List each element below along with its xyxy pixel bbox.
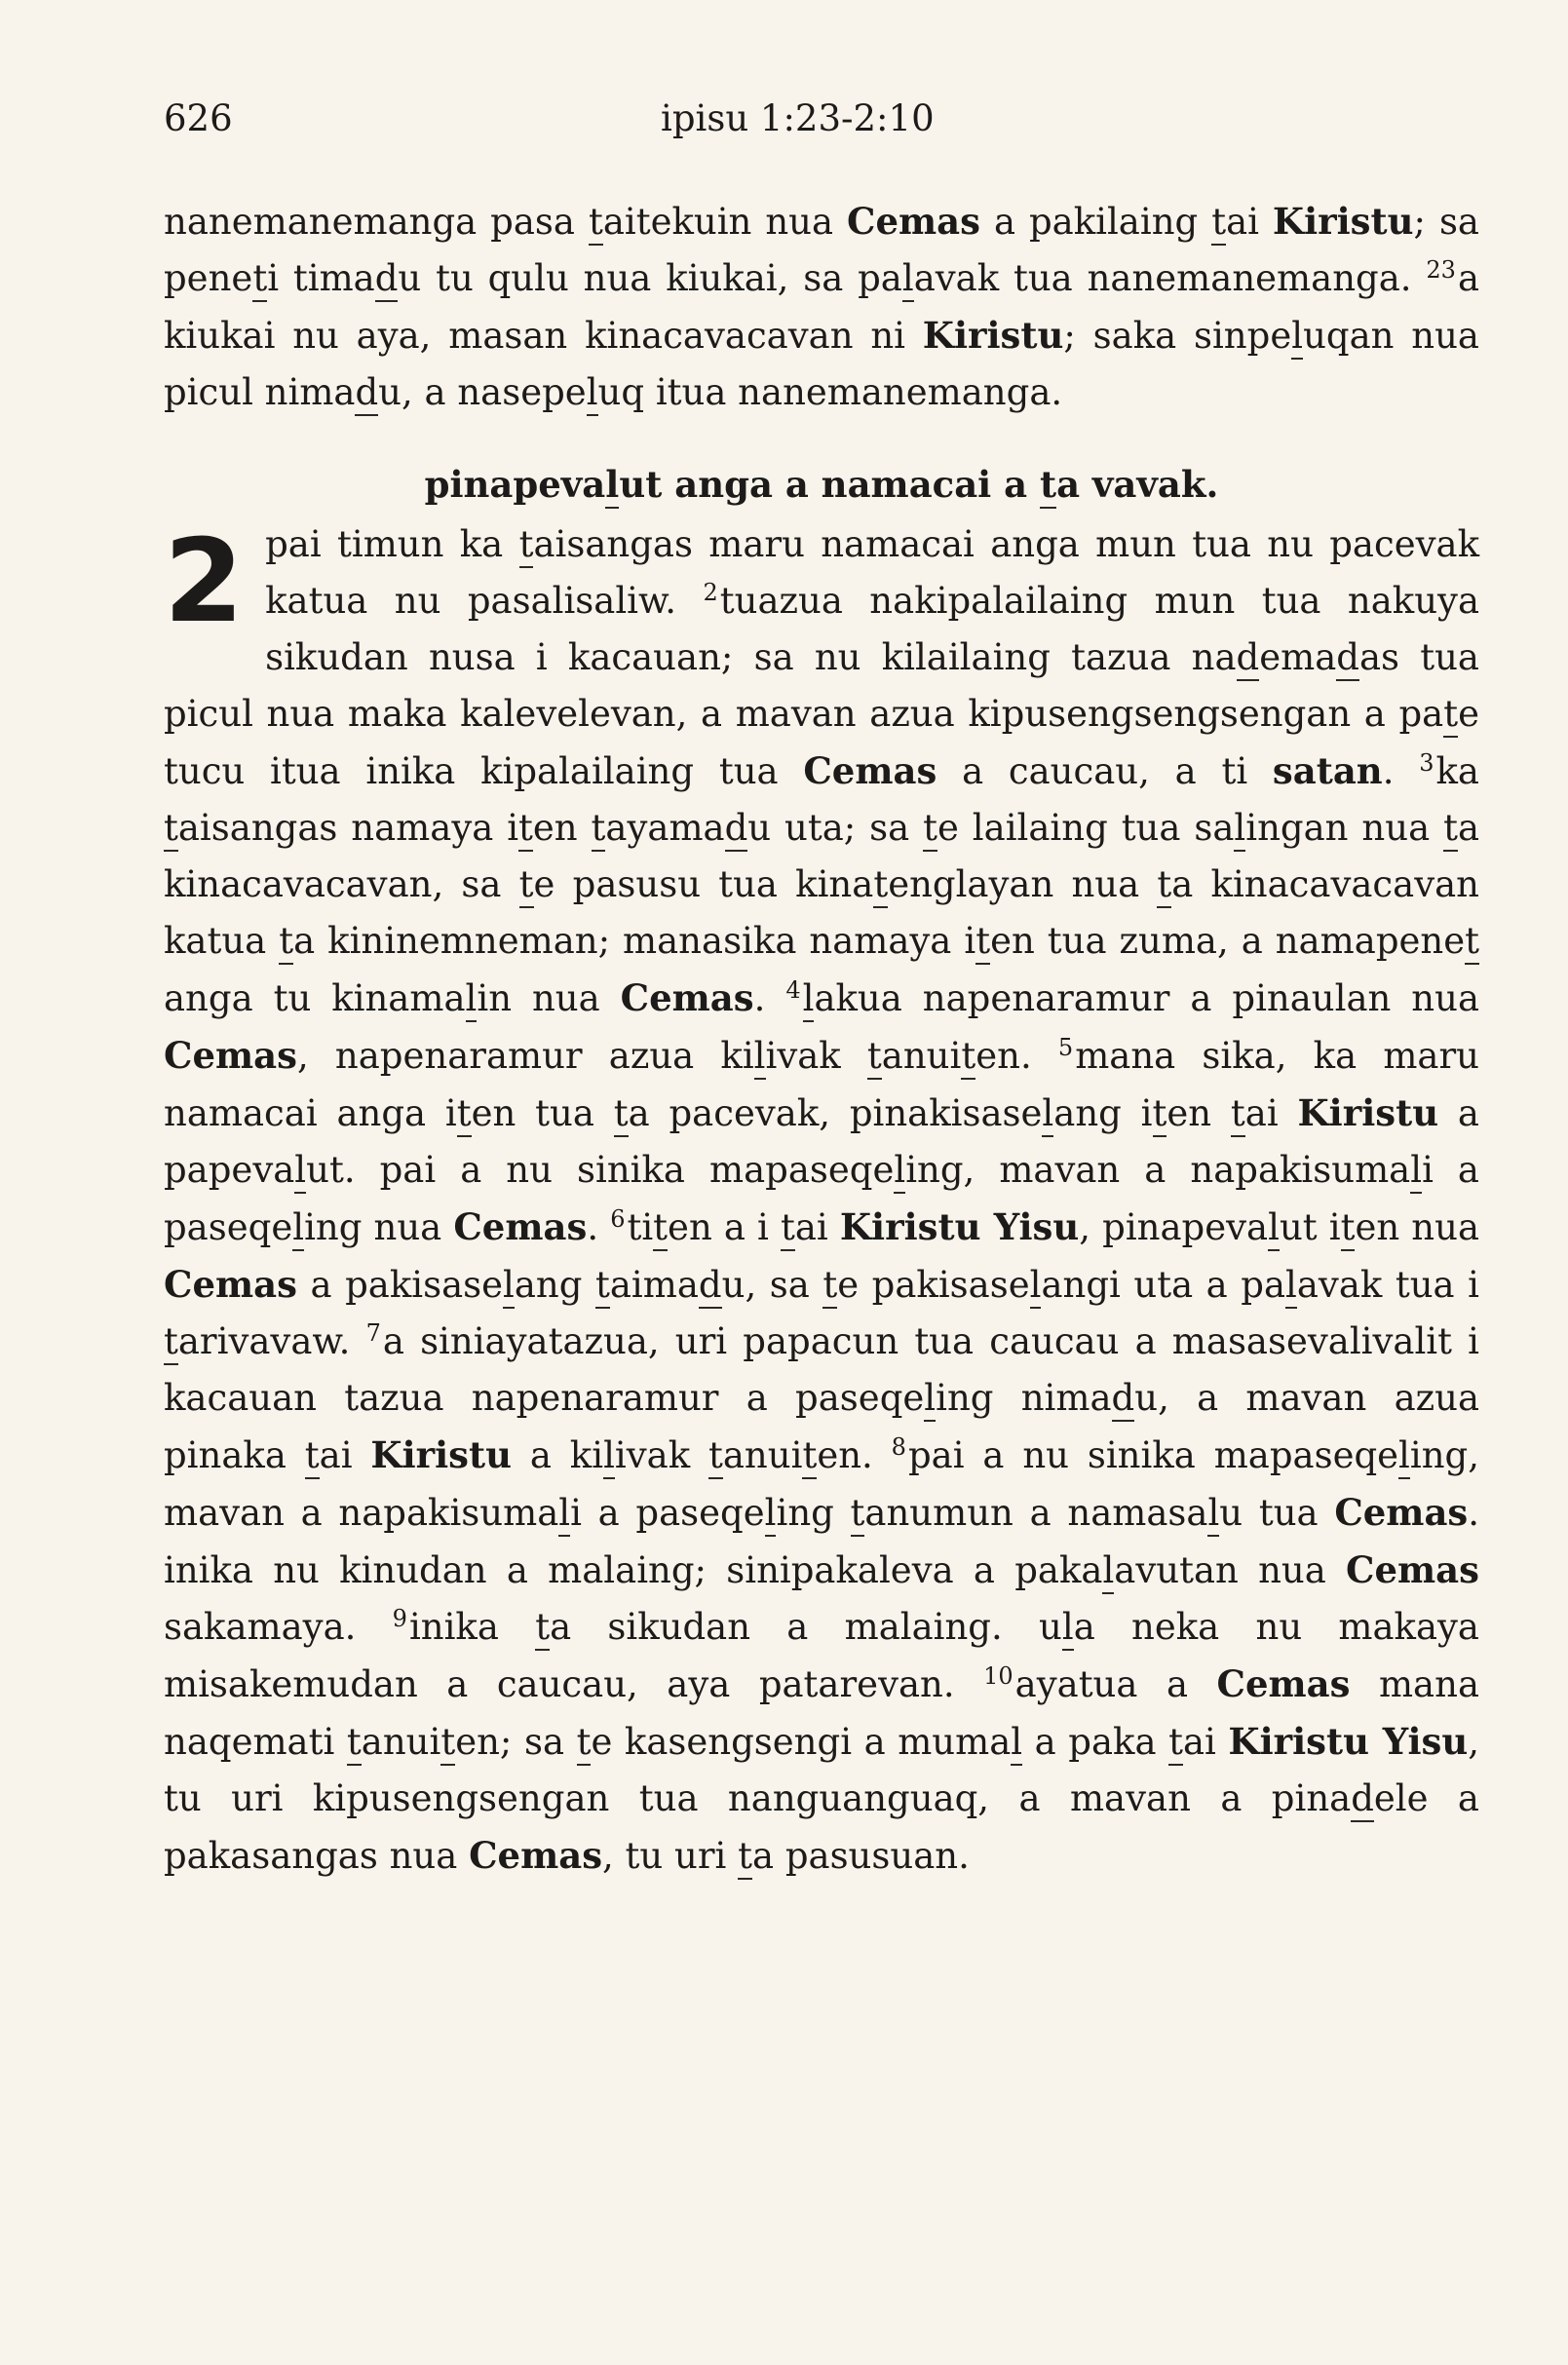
underlined-letter: t [252, 257, 267, 302]
text-run: arivavaw. [177, 1320, 366, 1362]
text-run: tuazua nakipalailaing mun tua nakuya sikudan nusa i kacauan; sa nu kilailaing tazua na [265, 580, 1479, 678]
text-run: ayama [605, 807, 725, 849]
text-run: en. [975, 1035, 1058, 1077]
text-run: ai [1244, 1092, 1298, 1134]
text-run: uq itua nanemanemanga. [597, 371, 1063, 413]
underlined-letter: t [738, 1835, 752, 1880]
underlined-letter: d [375, 257, 399, 302]
text-run: a caucau, a ti [937, 750, 1273, 792]
text-run: ivak [765, 1035, 867, 1077]
bold-term: Cemas [803, 749, 937, 792]
underlined-letter: t [1341, 1206, 1356, 1251]
text-run: e pasusu tua kina [533, 863, 874, 905]
text-run: as tua picul nua maka kalevelevan, a mavan azua kipusengsengsengan a pa [164, 636, 1479, 735]
verse-number: 2 [703, 578, 718, 606]
bold-term: Cemas [164, 1034, 297, 1077]
text-run: i a paseqe [570, 1492, 765, 1534]
text-run: , tu uri kipusengsengan tua nanguanguaq, a mavan a pina [164, 1721, 1480, 1819]
text-run: a papeva [164, 1092, 1479, 1191]
underlined-letter: t [164, 1320, 178, 1365]
text-run: u uta; sa [747, 807, 924, 849]
underlined-letter: l [1291, 315, 1303, 360]
underlined-letter: t [347, 1721, 362, 1766]
underlined-letter: t [592, 807, 606, 852]
chapter-number: 2 [164, 514, 245, 648]
verse-number: 8 [891, 1432, 906, 1461]
text-run: ing nua [304, 1206, 454, 1248]
underlined-letter: d [725, 807, 748, 852]
text-run: a vavak. [1056, 463, 1219, 506]
text-run: u, sa [721, 1264, 823, 1306]
text-run: nanemanemanga pasa [164, 201, 589, 243]
bold-term: Kiristu Yisu [839, 1205, 1080, 1248]
text-run: ing nima [936, 1377, 1112, 1419]
underlined-letter: l [765, 1492, 777, 1537]
underlined-letter: t [519, 523, 534, 568]
text-run: a kinacavacavan katua [164, 863, 1479, 962]
text-run: , pinapeva [1079, 1206, 1269, 1248]
text-run: a kinacavacavan, sa [164, 807, 1479, 905]
text-run: e lailaing tua sa [937, 807, 1235, 849]
underlined-letter: t [518, 807, 533, 852]
bold-term: Cemas [1346, 1548, 1479, 1591]
underlined-letter: t [1157, 863, 1171, 908]
underlined-letter: d [1351, 1777, 1374, 1822]
underlined-letter: t [595, 1264, 610, 1309]
text-run: en; sa [455, 1721, 577, 1763]
page-number: 626 [164, 97, 233, 139]
text-run: ; sa pene [164, 201, 1479, 299]
text-run: a pakisase [296, 1264, 504, 1306]
text-run: mana sika, ka maru namacai anga i [164, 1035, 1479, 1134]
underlined-letter: d [355, 371, 378, 416]
verse-number: 4 [785, 975, 801, 1004]
text-run: ivak [614, 1434, 708, 1476]
underlined-letter: t [708, 1434, 723, 1479]
bold-term: Cemas [1216, 1662, 1351, 1705]
text-run: anga tu kinama [164, 977, 466, 1019]
text-run: e pakisase [837, 1264, 1030, 1306]
text-run: ; saka sinpe [1063, 315, 1292, 357]
underlined-letter: l [1410, 1149, 1422, 1194]
text-run: pinapeva [424, 463, 606, 506]
text-run: u tu qulu nua kiukai, sa pa [398, 257, 902, 299]
text-run: . [587, 1206, 611, 1248]
verse-number: 7 [365, 1318, 381, 1347]
underlined-letter: d [1237, 636, 1260, 681]
text-run: a siniayatazua, uri papacun tua caucau a masasevalivalit i kacauan tazua napenaramur a paseqe [164, 1320, 1479, 1419]
text-run: en tua zuma, a namapene [990, 920, 1466, 962]
bold-term: satan [1272, 749, 1383, 792]
underlined-letter: t [519, 863, 534, 908]
underlined-letter: t [614, 1092, 629, 1137]
underlined-letter: l [292, 1206, 304, 1251]
underlined-letter: t [653, 1206, 668, 1251]
underlined-letter: l [1285, 1264, 1297, 1309]
bold-term: Kiristu [922, 314, 1064, 357]
text-run: ut anga a namacai a [619, 463, 1040, 506]
underlined-letter: t [873, 863, 888, 908]
underlined-letter: l [603, 1434, 615, 1479]
underlined-letter: l [1011, 1721, 1022, 1766]
text-run: a pasusuan. [752, 1835, 970, 1877]
underlined-letter: t [577, 1721, 592, 1766]
text-run: ti [627, 1206, 654, 1248]
text-run: ai [319, 1434, 371, 1476]
text-run: aisangas namaya i [177, 807, 519, 849]
text-run: , napenaramur azua ki [296, 1035, 754, 1077]
text-run: ka [1435, 750, 1479, 792]
underlined-letter: l [294, 1149, 306, 1194]
running-head: ipisu 1:23-2:10 [661, 97, 935, 139]
text-run: ema [1259, 636, 1337, 678]
underlined-letter: t [1443, 807, 1458, 852]
bold-term: Cemas [847, 200, 980, 243]
underlined-letter: t [164, 807, 178, 852]
text-run: anui [722, 1434, 803, 1476]
underlined-letter: l [902, 257, 914, 302]
body-text [164, 193, 1479, 1885]
underlined-letter: t [802, 1434, 817, 1479]
text-run: aisangas maru namacai anga mun tua nu pacevak katua nu pasalisaliw. [265, 523, 1479, 622]
text-run: in nua [477, 977, 621, 1019]
text-run: u, a mavan azua pinaka [164, 1377, 1480, 1476]
text-run: sakamaya. [164, 1606, 393, 1648]
text-run: angi uta a pa [1041, 1264, 1286, 1306]
text-run: ele a pakasangas nua [164, 1777, 1479, 1877]
underlined-letter: t [1443, 693, 1458, 738]
section-heading [164, 456, 1479, 513]
text-run: inika [408, 1606, 536, 1648]
underlined-letter: l [466, 977, 478, 1022]
underlined-letter: l [754, 1035, 766, 1080]
bold-term: Kiristu [370, 1433, 512, 1476]
text-run: avak tua i [1296, 1264, 1479, 1306]
bold-term: Cemas [620, 976, 754, 1019]
underlined-letter: t [589, 201, 603, 246]
underlined-letter: t [535, 1606, 550, 1651]
text-run: pai a nu sinika mapaseqe [907, 1434, 1399, 1476]
text-run: a sikudan a malaing. u [550, 1606, 1062, 1648]
bold-term: Cemas [469, 1834, 603, 1877]
text-run: . [1382, 750, 1420, 792]
bold-term: Cemas [453, 1205, 588, 1248]
verse-number: 3 [1419, 748, 1434, 777]
verse-number: 5 [1057, 1033, 1074, 1061]
text-run: pai timun ka [265, 523, 519, 565]
underlined-letter: t [279, 920, 293, 965]
underlined-letter: d [1336, 636, 1359, 681]
underlined-letter: l [503, 1264, 515, 1309]
text-run: en [532, 807, 592, 849]
underlined-letter: l [1062, 1606, 1074, 1651]
text-run: en a i [668, 1206, 781, 1248]
text-run: a paka [1022, 1721, 1169, 1763]
underlined-letter: l [558, 1492, 570, 1537]
text-run: ing [776, 1492, 851, 1534]
page-header [164, 90, 1479, 148]
underlined-letter: t [440, 1721, 455, 1766]
text-run: a neka nu makaya misakemudan a caucau, aya patarevan. [164, 1606, 1479, 1705]
text-run: anui [881, 1035, 962, 1077]
text-run: ai [794, 1206, 840, 1248]
text-run: a kininemneman; manasika namaya i [293, 920, 976, 962]
text-run: akua napenaramur a pinaulan nua [814, 977, 1480, 1019]
underlined-letter: d [1112, 1377, 1135, 1422]
text-run: en tua [471, 1092, 614, 1134]
text-run: mana naqemati [164, 1663, 1479, 1763]
underlined-letter: t [867, 1035, 882, 1080]
bold-term: Kiristu [1272, 200, 1414, 243]
underlined-letter: t [781, 1206, 795, 1251]
underlined-letter: l [894, 1149, 905, 1194]
text-run: ut. pai a nu sinika mapaseqe [306, 1149, 895, 1191]
text-run: a pakilaing [979, 201, 1212, 243]
text-run: a ki [512, 1434, 604, 1476]
bold-term: Cemas [164, 1263, 297, 1306]
underlined-letter: l [1268, 1206, 1280, 1251]
underlined-letter: l [1207, 1492, 1219, 1537]
underlined-letter: t [1153, 1092, 1167, 1137]
underlined-letter: l [1030, 1264, 1042, 1309]
text-run: , tu uri [602, 1835, 739, 1877]
underlined-letter: t [1040, 463, 1056, 509]
text-run: aima [609, 1264, 699, 1306]
text-run: uqan nua picul nima [164, 315, 1479, 413]
underlined-letter: l [1102, 1549, 1114, 1594]
text-run: ingan nua [1245, 807, 1444, 849]
text-run: i tima [267, 257, 375, 299]
text-run: avutan nua [1114, 1549, 1347, 1591]
bold-term: Cemas [1334, 1491, 1469, 1534]
text-run: . [753, 977, 786, 1019]
underlined-letter: t [851, 1492, 865, 1537]
underlined-letter: t [1231, 1092, 1245, 1137]
text-run: u tua [1219, 1492, 1335, 1534]
underlined-letter: t [961, 1035, 975, 1080]
text-run: englayan nua [888, 863, 1158, 905]
text-run: u, a nasepe [378, 371, 587, 413]
bold-term: Kiristu [1297, 1091, 1439, 1134]
text-run: aitekuin nua [602, 201, 848, 243]
underlined-letter: t [975, 920, 990, 965]
text-run: a kiukai nu aya, masan kinacavacavan ni [164, 257, 1479, 357]
underlined-letter: l [587, 371, 598, 416]
paragraph-1 [164, 193, 1479, 421]
verse-number: 10 [983, 1661, 1013, 1690]
text-run: en [1166, 1092, 1231, 1134]
paragraph-2 [164, 516, 1479, 1885]
bold-term: Kiristu Yisu [1228, 1720, 1469, 1763]
text-run: ut i [1279, 1206, 1341, 1248]
text-run: i a paseqe [164, 1149, 1479, 1248]
underlined-letter: t [305, 1434, 320, 1479]
text-run: a pacevak, pinakisase [628, 1092, 1043, 1134]
verse-number: 23 [1426, 255, 1456, 284]
text-run: ai [1182, 1721, 1229, 1763]
text-run: ayatua a [1014, 1663, 1217, 1705]
underlined-letter: l [1398, 1434, 1410, 1479]
text-run: en nua [1355, 1206, 1480, 1248]
text-run: ing, mavan a napakisuma [905, 1149, 1411, 1191]
text-run: ang i [1053, 1092, 1153, 1134]
underlined-letter: t [1465, 920, 1479, 965]
text-run: avak tua nanemanemanga. [913, 257, 1427, 299]
text-run: e kasengsengi a muma [591, 1721, 1012, 1763]
underlined-letter: l [803, 977, 815, 1022]
underlined-letter: l [1234, 807, 1245, 852]
text-run: . inika nu kinudan a malaing; sinipakaleva a paka [164, 1492, 1480, 1591]
underlined-letter: t [923, 807, 937, 852]
underlined-letter: t [1211, 201, 1226, 246]
verse-number: 9 [392, 1604, 407, 1632]
underlined-letter: l [924, 1377, 936, 1422]
verse-number: 6 [610, 1204, 626, 1233]
text-run: e tucu itua inika kipalailaing tua [164, 693, 1479, 792]
text-run: ang [514, 1264, 595, 1306]
text-run: en. [817, 1434, 892, 1476]
text-run: ai [1226, 201, 1273, 243]
text-run: anumun a namasa [864, 1492, 1208, 1534]
underlined-letter: t [457, 1092, 472, 1137]
text-run: ing, mavan a napakisuma [164, 1434, 1479, 1534]
text-run: anui [361, 1721, 441, 1763]
underlined-letter: d [699, 1264, 722, 1309]
underlined-letter: t [1168, 1721, 1183, 1766]
underlined-letter: l [1042, 1092, 1053, 1137]
underlined-letter: l [605, 463, 619, 509]
underlined-letter: t [822, 1264, 837, 1309]
